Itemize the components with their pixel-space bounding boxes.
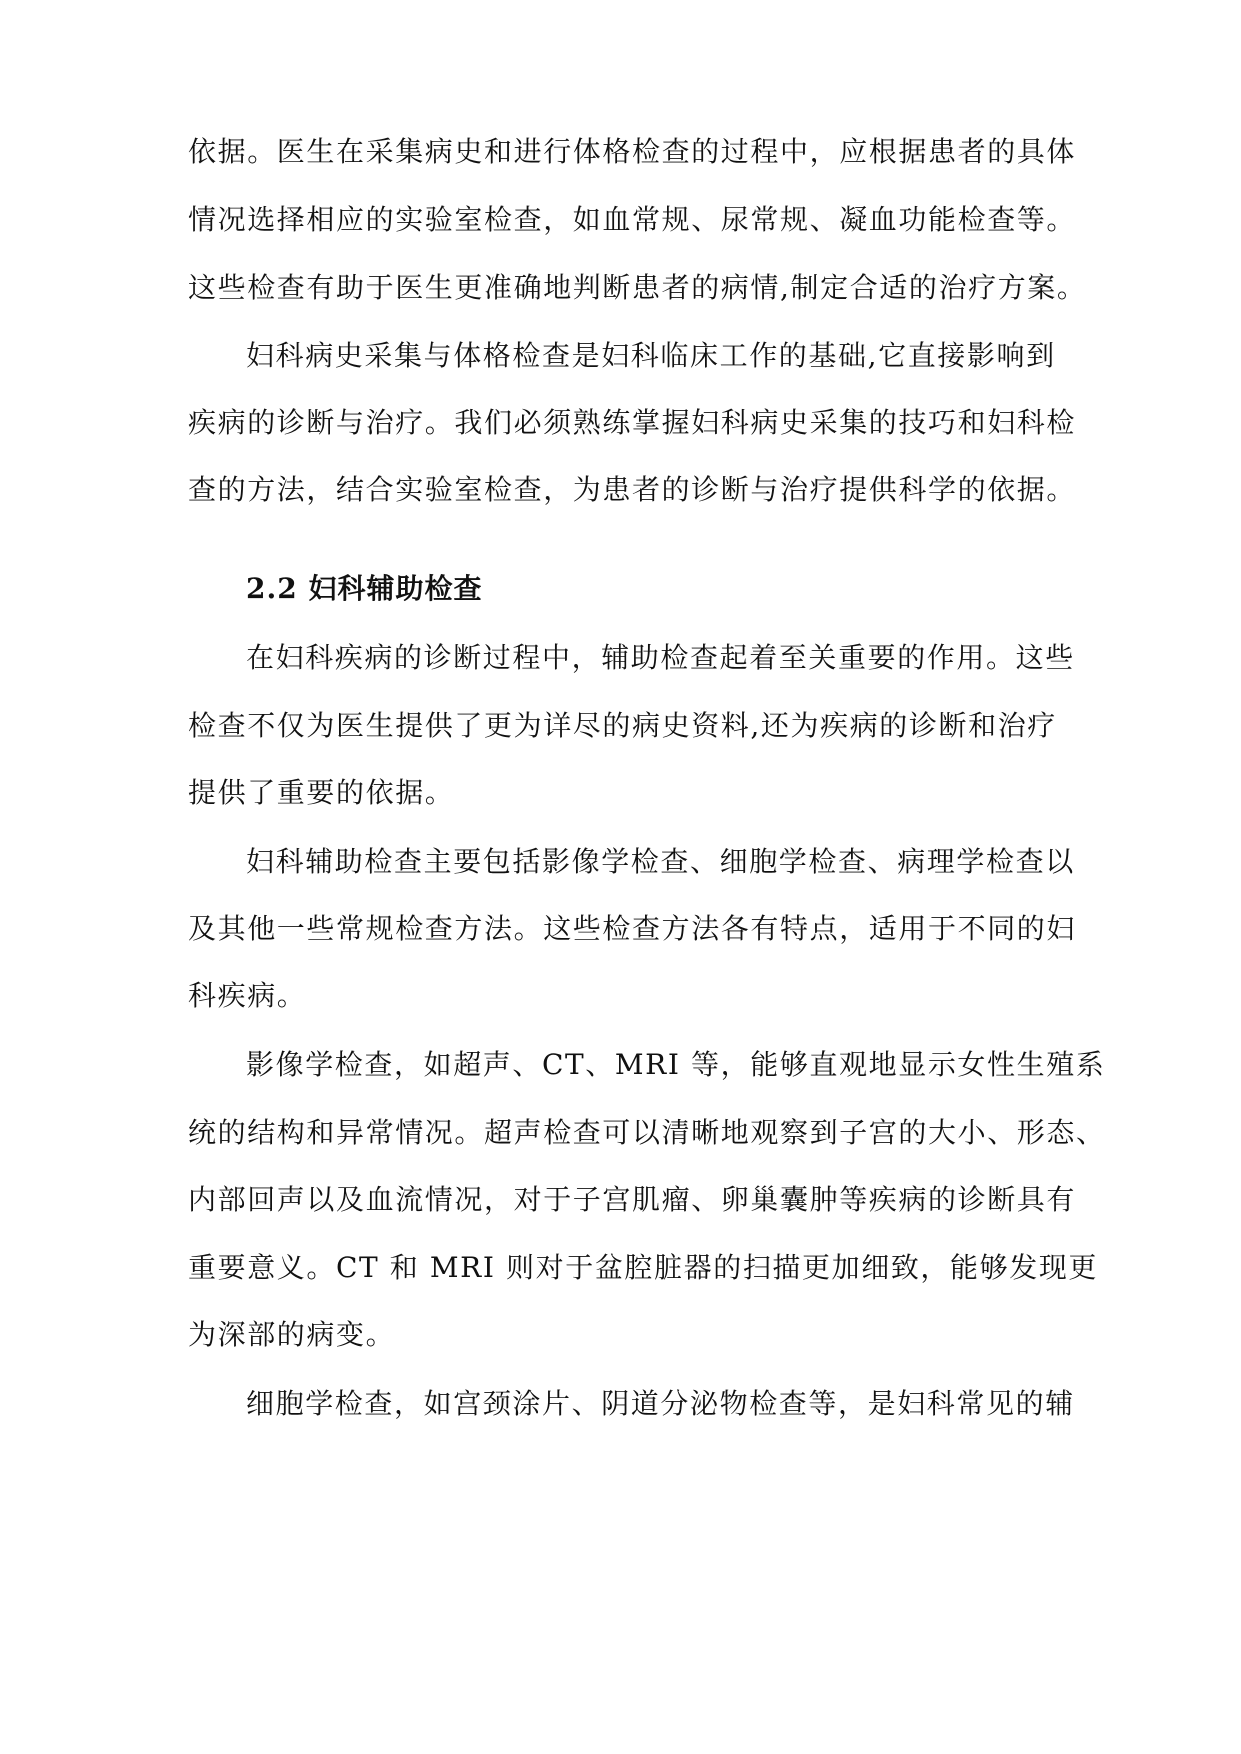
text-line: 影像学检查，如超声、CT、MRI 等，能够直观地显示女性生殖系 <box>246 1048 1106 1081</box>
text-line: 为深部的病变。 <box>188 1318 396 1351</box>
text-line: 依据。医生在采集病史和进行体格检查的过程中，应根据患者的具体 <box>188 135 1077 168</box>
text-line: 统的结构和异常情况。超声检查可以清晰地观察到子宫的大小、形态、 <box>188 1116 1106 1149</box>
text-line: 情况选择相应的实验室检查，如血常规、尿常规、凝血功能检查等。 <box>188 203 1077 236</box>
text-line: 科疾病。 <box>188 979 307 1012</box>
text-line: 及其他一些常规检查方法。这些检查方法各有特点，适用于不同的妇 <box>188 912 1077 945</box>
text-line: 提供了重要的依据。 <box>188 776 455 809</box>
text-line: 查的方法，结合实验室检查，为患者的诊断与治疗提供科学的依据。 <box>188 473 1077 506</box>
text-line: 妇科病史采集与体格检查是妇科临床工作的基础,它直接影响到 <box>246 339 1056 372</box>
text-line: 在妇科疾病的诊断过程中，辅助检查起着至关重要的作用。这些 <box>246 641 1075 674</box>
text-line: 妇科辅助检查主要包括影像学检查、细胞学检查、病理学检查以 <box>246 845 1075 878</box>
text-line: 检查不仅为医生提供了更为详尽的病史资料,还为疾病的诊断和治疗 <box>188 709 1057 742</box>
section-heading: 2.2 妇科辅助检查 <box>246 572 483 605</box>
text-line: 疾病的诊断与治疗。我们必须熟练掌握妇科病史采集的技巧和妇科检 <box>188 406 1077 439</box>
text-line: 内部回声以及血流情况，对于子宫肌瘤、卵巢囊肿等疾病的诊断具有 <box>188 1183 1077 1216</box>
text-line: 细胞学检查，如宫颈涂片、阴道分泌物检查等，是妇科常见的辅 <box>246 1387 1075 1420</box>
text-line: 重要意义。CT 和 MRI 则对于盆腔脏器的扫描更加细致，能够发现更 <box>188 1251 1099 1284</box>
text-line: 这些检查有助于医生更准确地判断患者的病情,制定合适的治疗方案。 <box>188 271 1087 304</box>
